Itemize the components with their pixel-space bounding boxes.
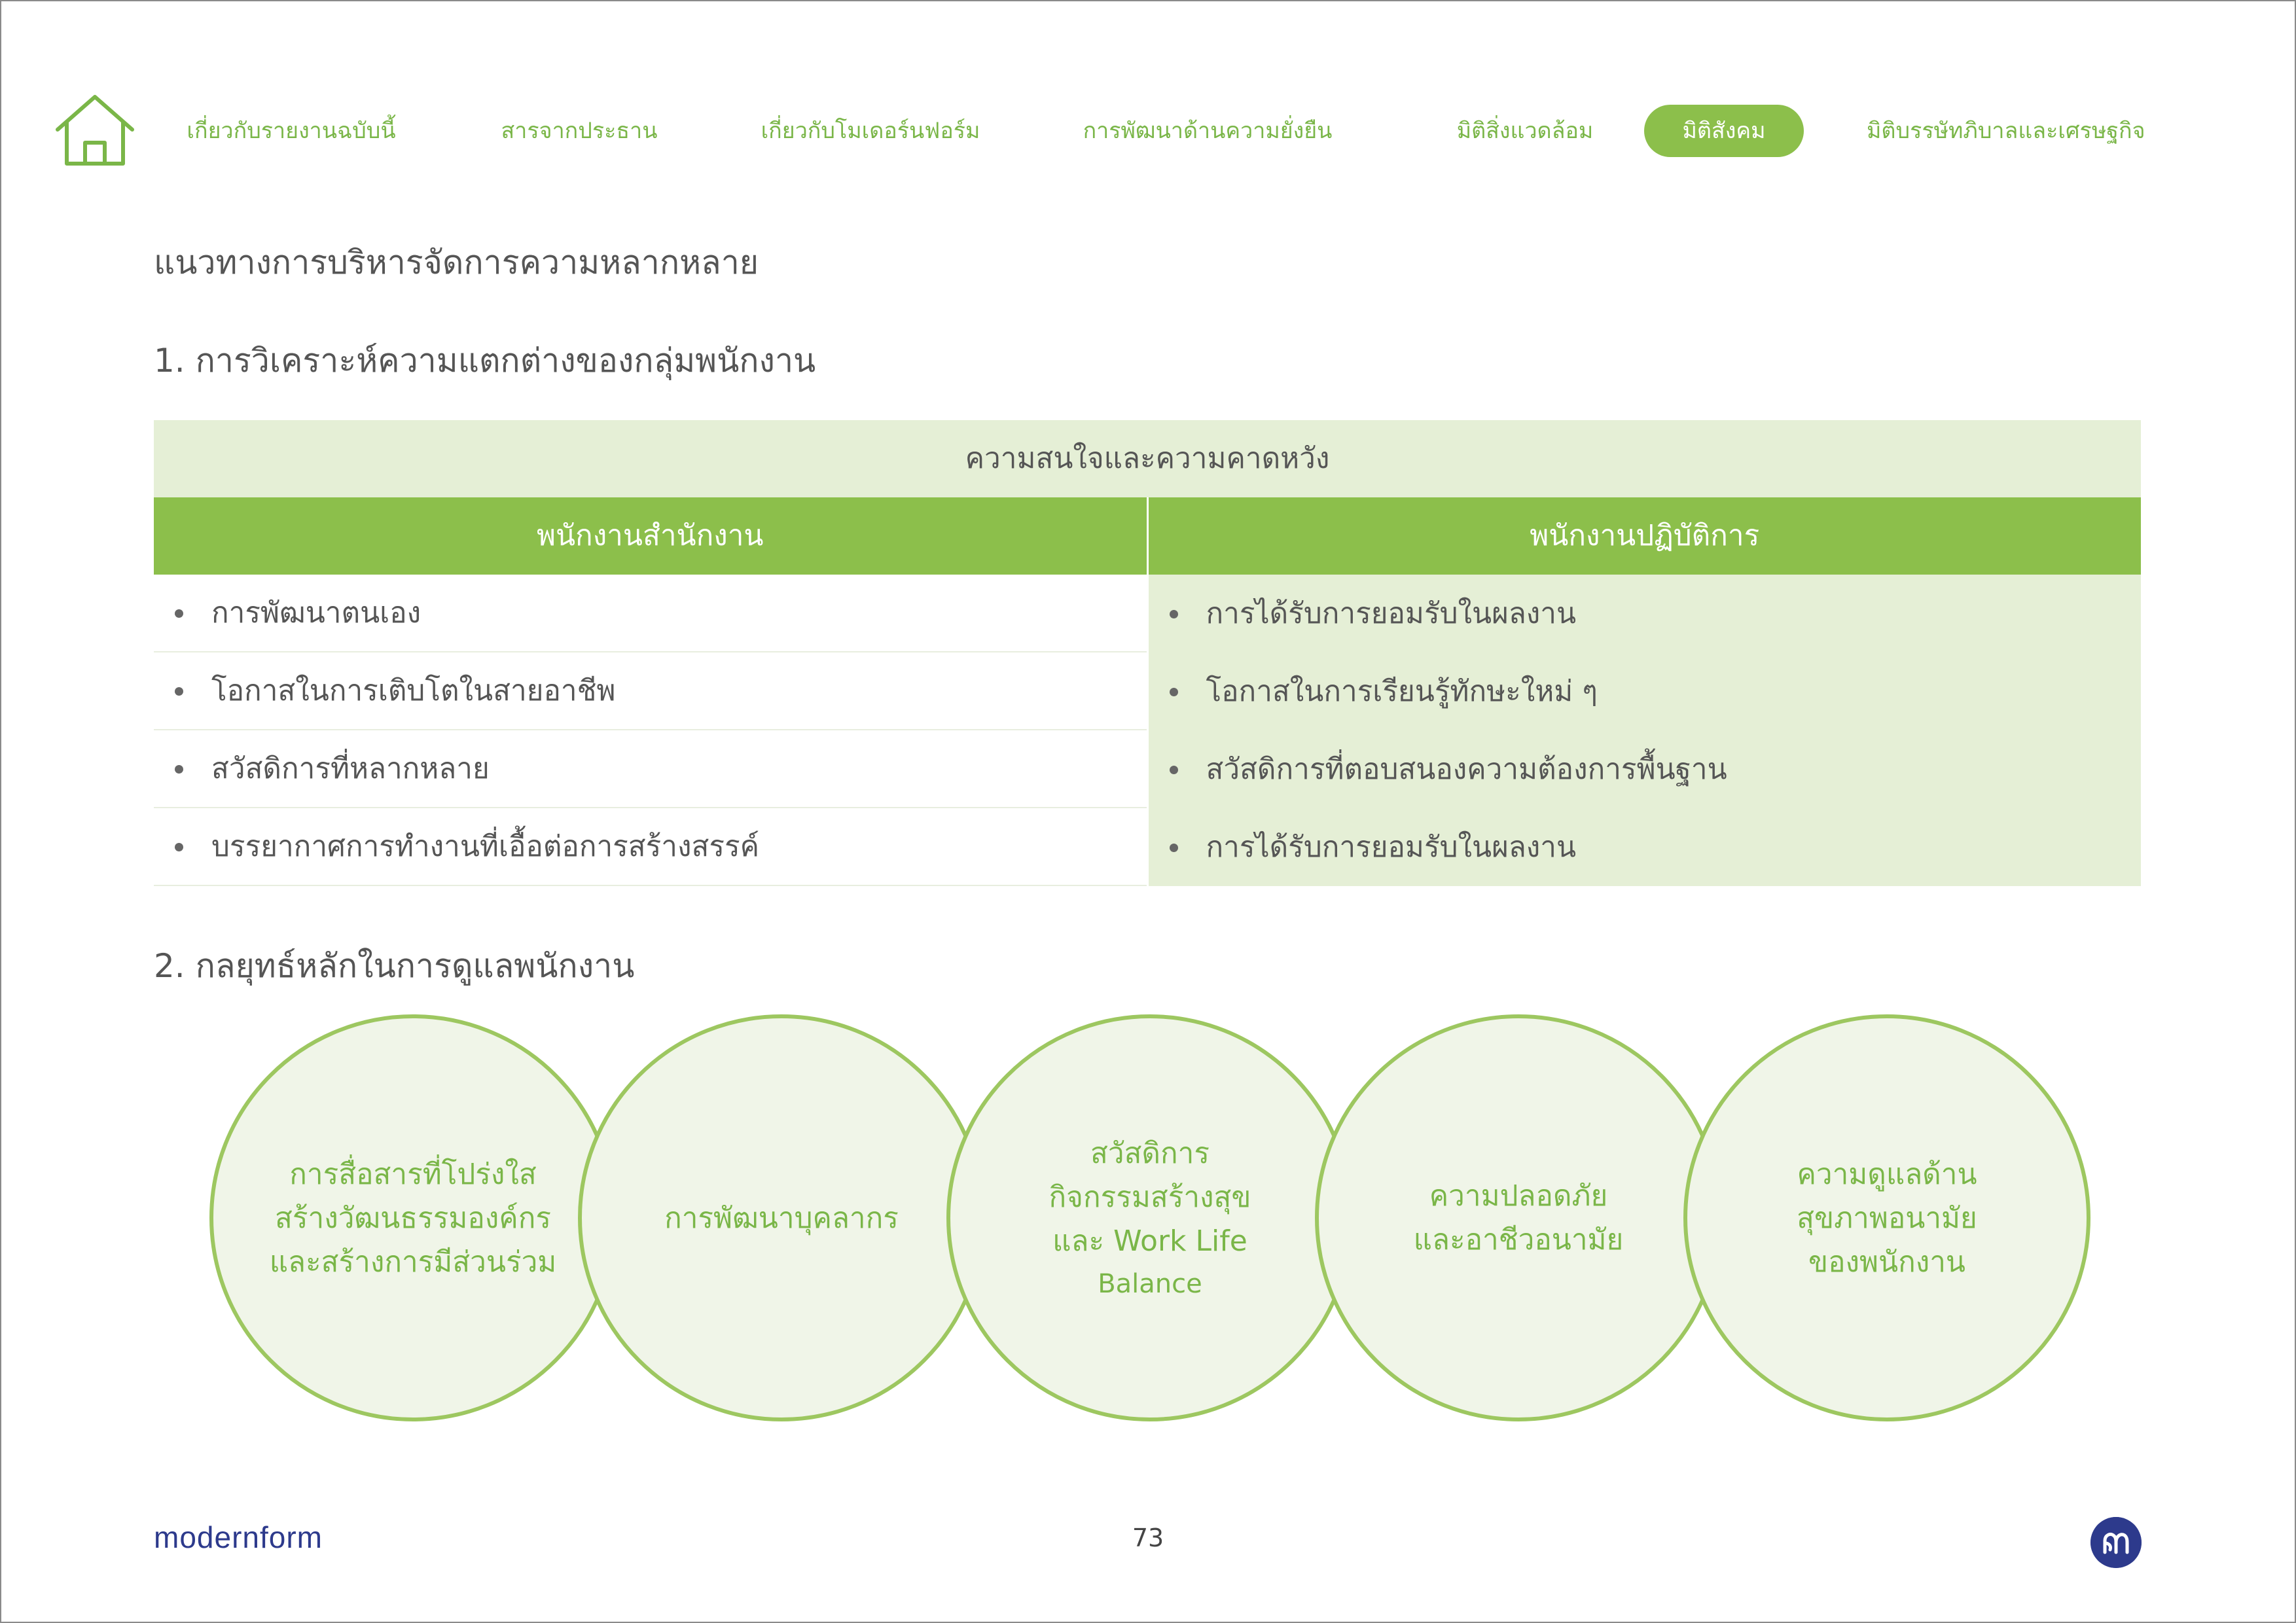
section1-title: 1. การวิเคราะห์ความแตกต่างของกลุ่มพนักงาน — [154, 342, 816, 380]
operations-staff-column — [1147, 575, 2142, 886]
strategy-circle-safety — [1315, 1014, 1722, 1421]
table-subheader — [154, 497, 2141, 575]
circle-line: และ Work Life — [1052, 1224, 1247, 1258]
section2-title: 2. กลยุทธ์หลักในการดูแลพนักงาน — [154, 947, 635, 985]
modernform-logo: modernform — [154, 1520, 323, 1554]
strategy-circle-welfare — [946, 1014, 1354, 1421]
office-staff-header: พนักงานสำนักงาน — [154, 497, 1147, 575]
circle-line: สุขภาพอนามัย — [1797, 1201, 1977, 1235]
circle-line: และอาชีวอนามัย — [1413, 1223, 1624, 1257]
circle-line: สวัสดิการ — [1090, 1136, 1210, 1170]
circle-line: ความปลอดภัย — [1429, 1179, 1608, 1213]
table-cell: บรรยากาศการทำงานที่เอื้อต่อการสร้างสรรค์ — [154, 808, 1147, 886]
top-navigation — [0, 105, 2296, 157]
table-body — [154, 575, 2141, 886]
circle-line: สร้างวัฒนธรรมองค์กร — [275, 1201, 551, 1235]
expectations-table — [154, 420, 2141, 886]
strategy-circle-people-development — [578, 1014, 985, 1421]
table-cell: สวัสดิการที่ตอบสนองความต้องการพื้นฐาน — [1149, 730, 2142, 808]
office-staff-column — [154, 575, 1147, 886]
table-cell: การได้รับการยอมรับในผลงาน — [1149, 808, 2142, 886]
nav-item-governance-economy[interactable]: มิติบรรษัทภิบาลและเศรษฐกิจ — [1867, 118, 2145, 144]
nav-item-sustainability-development[interactable]: การพัฒนาด้านความยั่งยืน — [1083, 118, 1333, 144]
page-title: แนวทางการบริหารจัดการความหลากหลาย — [154, 243, 759, 281]
table-header: ความสนใจและความคาดหวัง — [154, 420, 2141, 497]
nav-item-chairman-message[interactable]: สารจากประธาน — [501, 118, 658, 144]
circle-line: ความดูแลด้าน — [1797, 1157, 1977, 1191]
table-cell: การพัฒนาตนเอง — [154, 575, 1147, 652]
nav-item-about-modernform[interactable]: เกี่ยวกับโมเดอร์นฟอร์ม — [761, 118, 980, 144]
circle-line: ของพนักงาน — [1808, 1245, 1965, 1279]
strategy-circle-health — [1683, 1014, 2090, 1421]
table-cell: โอกาสในการเติบโตในสายอาชีพ — [154, 652, 1147, 730]
circle-line: และสร้างการมีส่วนร่วม — [269, 1245, 557, 1279]
nav-item-social[interactable]: มิติสังคม — [1644, 105, 1804, 157]
circle-line: การสื่อสารที่โปร่งใส — [289, 1157, 537, 1191]
table-cell: สวัสดิการที่หลากหลาย — [154, 730, 1147, 808]
circle-line: Balance — [1098, 1268, 1202, 1299]
strategy-circle-communication — [209, 1014, 617, 1421]
nav-item-about-report[interactable]: เกี่ยวกับรายงานฉบับนี้ — [187, 118, 396, 144]
nav-item-environment[interactable]: มิติสิ่งแวดล้อม — [1456, 118, 1594, 144]
circle-line: กิจกรรมสร้างสุข — [1049, 1180, 1251, 1214]
modernform-badge-icon — [2090, 1517, 2142, 1568]
operations-staff-header: พนักงานปฏิบัติการ — [1147, 497, 2142, 575]
table-cell: โอกาสในการเรียนรู้ทักษะใหม่ ๆ — [1149, 652, 2142, 730]
circle-line: การพัฒนาบุคลากร — [664, 1201, 899, 1235]
page-number: 73 — [1132, 1524, 1164, 1552]
table-cell: การได้รับการยอมรับในผลงาน — [1149, 575, 2142, 652]
